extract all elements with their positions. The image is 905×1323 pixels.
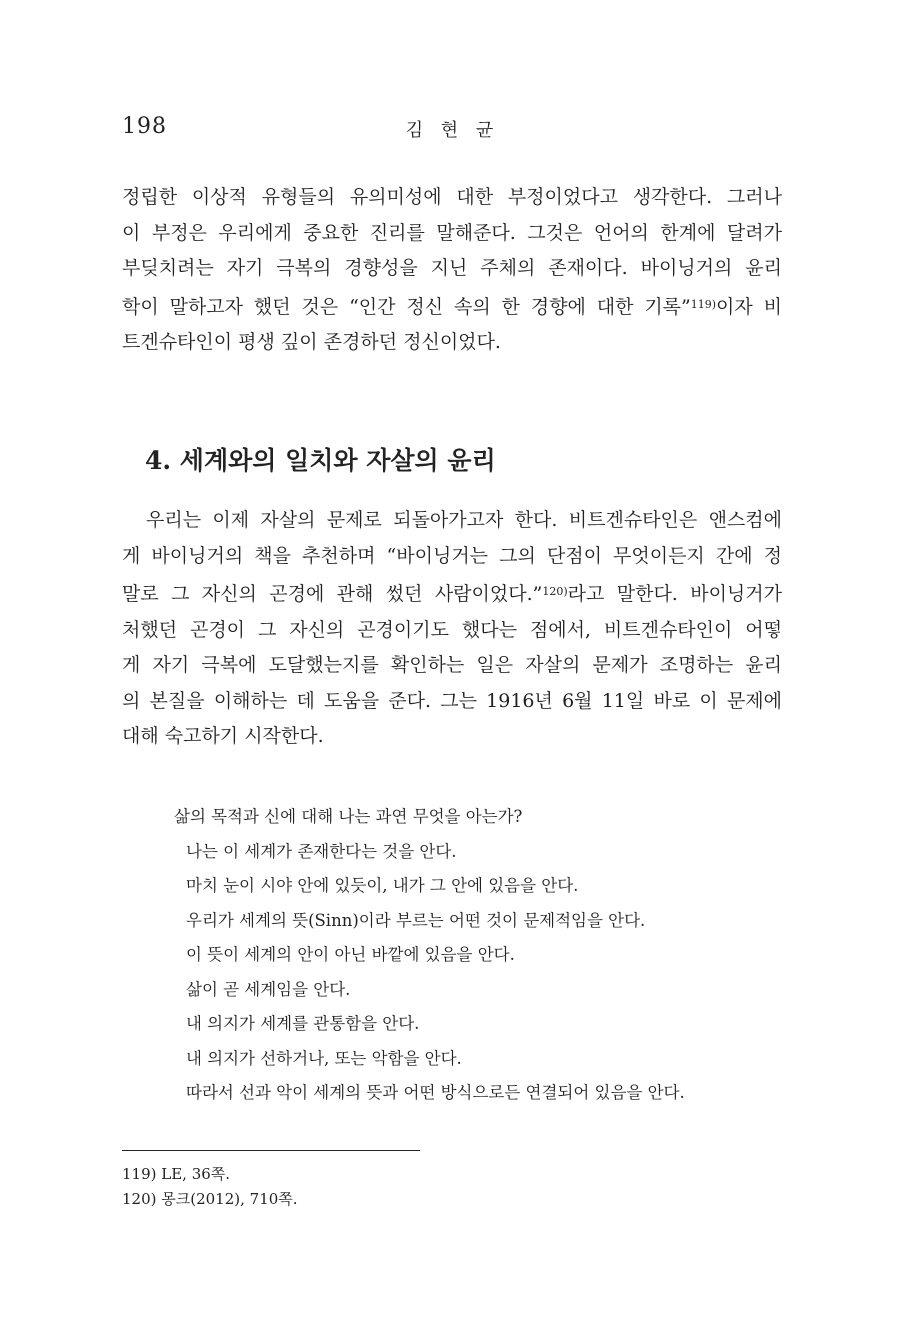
paragraph-line-text: 말로 그 자신의 곤경에 관해 썼던 사람이었다.” <box>122 583 543 605</box>
paragraph-line: 정립한 이상적 유형들의 유의미성에 대한 부정이었다고 생각한다. 그러나 <box>122 186 782 208</box>
quote-line: 나는 이 세계가 존재한다는 것을 안다. <box>186 841 457 861</box>
paragraph-line: 트겐슈타인이 평생 깊이 존경하던 정신이었다. <box>122 331 501 353</box>
paragraph-line-text: 이자 비 <box>716 295 782 318</box>
paragraph-line: 우리는 이제 자살의 문제로 되돌아가고자 한다. 비트겐슈타인은 앤스컴에 <box>146 509 782 531</box>
paragraph-line: 부딪치려는 자기 극복의 경향성을 지닌 주체의 존재이다. 바이닝거의 윤리 <box>122 257 782 279</box>
quote-line: 이 뜻이 세계의 안이 아닌 바깥에 있음을 안다. <box>186 945 515 964</box>
paragraph-line: 대해 숙고하기 시작한다. <box>122 725 324 747</box>
paragraph-line: 게 바이닝거의 책을 추천하며 “바이닝거는 그의 단점이 무엇이든지 간에 정 <box>122 544 782 567</box>
running-head: 김 현 균 <box>405 120 500 141</box>
page-number: 198 <box>122 114 167 139</box>
paragraph-line: 이 부정은 우리에게 중요한 진리를 말해준다. 그것은 언어의 한계에 달려가 <box>122 221 782 244</box>
quote-line: 따라서 선과 악이 세계의 뜻과 어떤 방식으로든 연결되어 있음을 안다. <box>186 1083 685 1102</box>
quote-line: 내 의지가 선하거나, 또는 악함을 안다. <box>186 1048 462 1068</box>
quote-line: 삶의 목적과 신에 대해 나는 과연 무엇을 아는가? <box>174 807 523 826</box>
quote-line: 우리가 세계의 뜻(Sinn)이라 부르는 어떤 것이 문제적임을 안다. <box>186 910 646 930</box>
footnote-120: 120) 몽크(2012), 710쪽. <box>122 1190 298 1208</box>
quote-line: 마치 눈이 시야 안에 있듯이, 내가 그 안에 있음을 안다. <box>186 876 579 895</box>
paragraph-line: 의 본질을 이해하는 데 도움을 준다. 그는 1916년 6월 11일 바로 이 문제에 <box>122 689 782 712</box>
quote-line: 삶이 곧 세계임을 안다. <box>186 979 351 999</box>
block-quote <box>174 800 685 1111</box>
paragraph-line <box>122 574 782 613</box>
footnotes <box>122 1162 298 1212</box>
paragraph-line: 게 자기 극복에 도달했는지를 확인하는 일은 자살의 문제가 조명하는 윤리 <box>122 654 782 676</box>
quote-line: 내 의지가 세계를 관통함을 안다. <box>186 1014 420 1033</box>
paragraph-line <box>122 287 782 326</box>
paragraph-line-text: 학이 말하고자 했던 것은 “인간 정신 속의 한 경향에 대한 기록” <box>122 295 691 318</box>
paragraph-line: 처했던 곤경이 그 자신의 곤경이기도 했다는 점에서, 비트겐슈타인이 어떻 <box>122 618 782 641</box>
footnote-ref-120[interactable]: 120) <box>542 585 568 598</box>
footnote-119: 119) LE, 36쪽. <box>122 1165 231 1183</box>
body-paragraph-1 <box>122 180 782 361</box>
footnote-ref-119[interactable]: 119) <box>690 297 717 311</box>
body-paragraph-2 <box>122 503 782 755</box>
section-heading: 4. 세계와의 일치와 자살의 윤리 <box>145 446 496 475</box>
paragraph-line-text: 라고 말한다. 바이닝거가 <box>567 583 782 605</box>
footnote-divider <box>122 1150 420 1151</box>
